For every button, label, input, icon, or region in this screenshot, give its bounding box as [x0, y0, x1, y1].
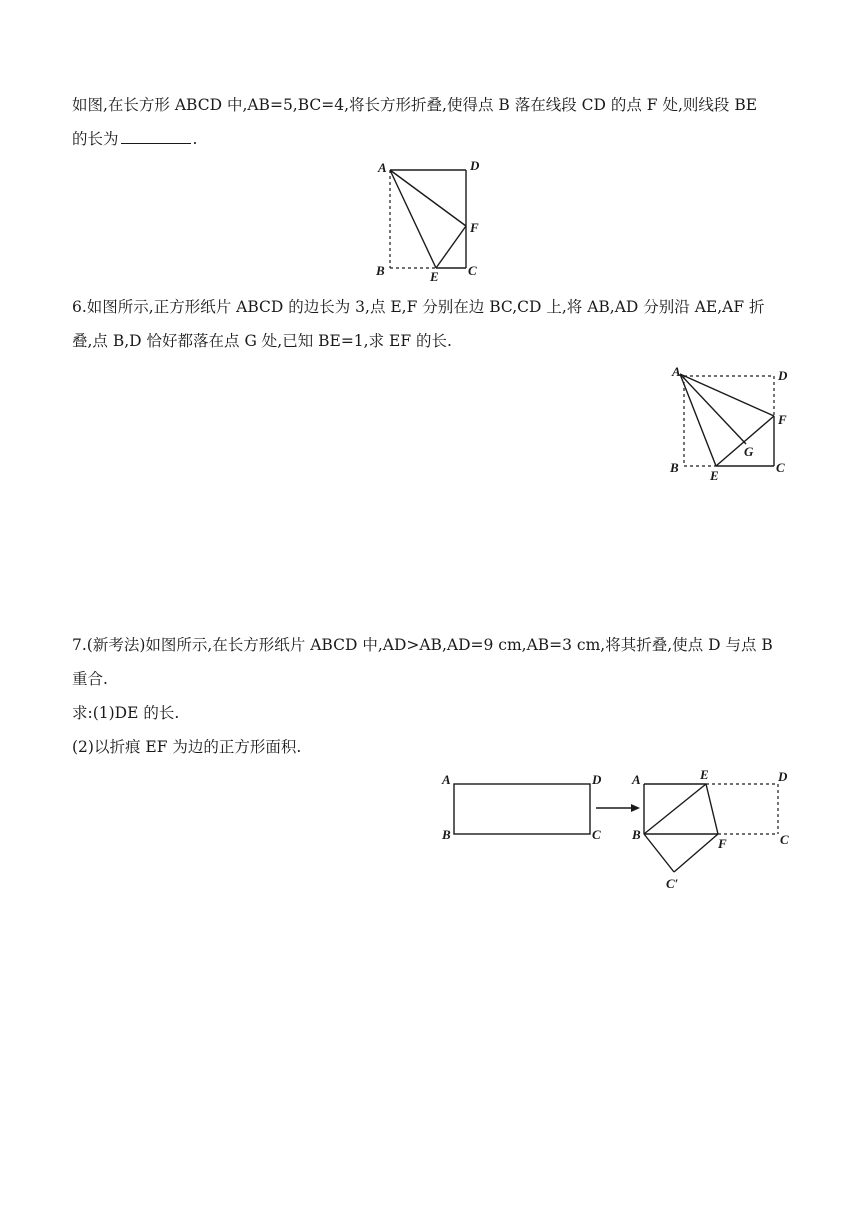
q7-fig1-label-c: C [592, 827, 601, 842]
q5-line2 [72, 122, 790, 156]
q5-line-af [390, 170, 466, 226]
q7-fig2-label-a: A [632, 772, 641, 787]
q5-label-f: F [470, 220, 479, 235]
q6-label-f: F [778, 412, 787, 427]
q7-line-bc2 [644, 834, 674, 872]
q6-label-e: E [710, 468, 719, 483]
arrow-head-icon [631, 804, 640, 812]
q7-line1: 7.(新考法)如图所示,在长方形纸片 ABCD 中,AD>AB,AD=9 cm,AB=3 cm,将其折叠,使点 D 与点 B [72, 636, 773, 654]
q7-fig2-label-c-prime: C′ [666, 876, 679, 891]
question-7 [72, 628, 790, 764]
q7-rect-abcd [454, 784, 590, 834]
q7-fig2-label-e: E [700, 767, 709, 782]
q6-label-a: A [672, 364, 681, 379]
q5-label-e: E [430, 269, 439, 284]
q7-line-be [644, 784, 706, 834]
q6-line1: 6.如图所示,正方形纸片 ABCD 的边长为 3,点 E,F 分别在边 BC,CD 上,将 AB,AD 分别沿 AE,AF 折 [72, 298, 765, 316]
q6-label-b: B [670, 460, 679, 475]
q7-line-c2f [674, 834, 718, 872]
q5-label-b: B [376, 263, 385, 278]
q5-line1: 如图,在长方形 ABCD 中,AB=5,BC=4,将长方形折叠,使得点 B 落在线段 CD 的点 F 处,则线段 BE [72, 96, 758, 114]
q7-line3: 求:(1)DE 的长. [72, 704, 180, 722]
q6-label-d: D [778, 368, 788, 383]
q5-figure [370, 158, 490, 283]
q7-figure [436, 766, 796, 896]
q5-label-c: C [468, 263, 477, 278]
q7-fold-ef [706, 784, 718, 834]
q7-fig2-label-d: D [778, 769, 788, 784]
q5-label-a: A [378, 160, 387, 175]
q7-fig1-label-b: B [442, 827, 451, 842]
q6-label-g: G [744, 444, 754, 459]
q5-fold-ae [390, 170, 436, 268]
q5-line2b: . [192, 130, 198, 148]
q6-line2: 叠,点 B,D 恰好都落在点 G 处,已知 BE=1,求 EF 的长. [72, 332, 452, 350]
q5-line2a: 的长为 [72, 130, 119, 148]
q7-fig2-label-b: B [632, 827, 641, 842]
q7-fig2-label-c: C [780, 832, 789, 847]
q5-line-ef [436, 226, 466, 268]
q7-fig2-label-f: F [718, 836, 727, 851]
q6-label-c: C [776, 460, 785, 475]
q6-figure [666, 362, 796, 487]
q7-fig1-label-a: A [442, 772, 451, 787]
q7-line4: (2)以折痕 EF 为边的正方形面积. [72, 738, 302, 756]
q7-fig1-label-d: D [592, 772, 602, 787]
question-5 [72, 88, 790, 156]
q5-label-d: D [470, 158, 480, 173]
answer-blank[interactable] [121, 127, 191, 144]
question-6 [72, 290, 790, 358]
q6-line-ag [680, 374, 746, 444]
q7-line2: 重合. [72, 670, 108, 688]
